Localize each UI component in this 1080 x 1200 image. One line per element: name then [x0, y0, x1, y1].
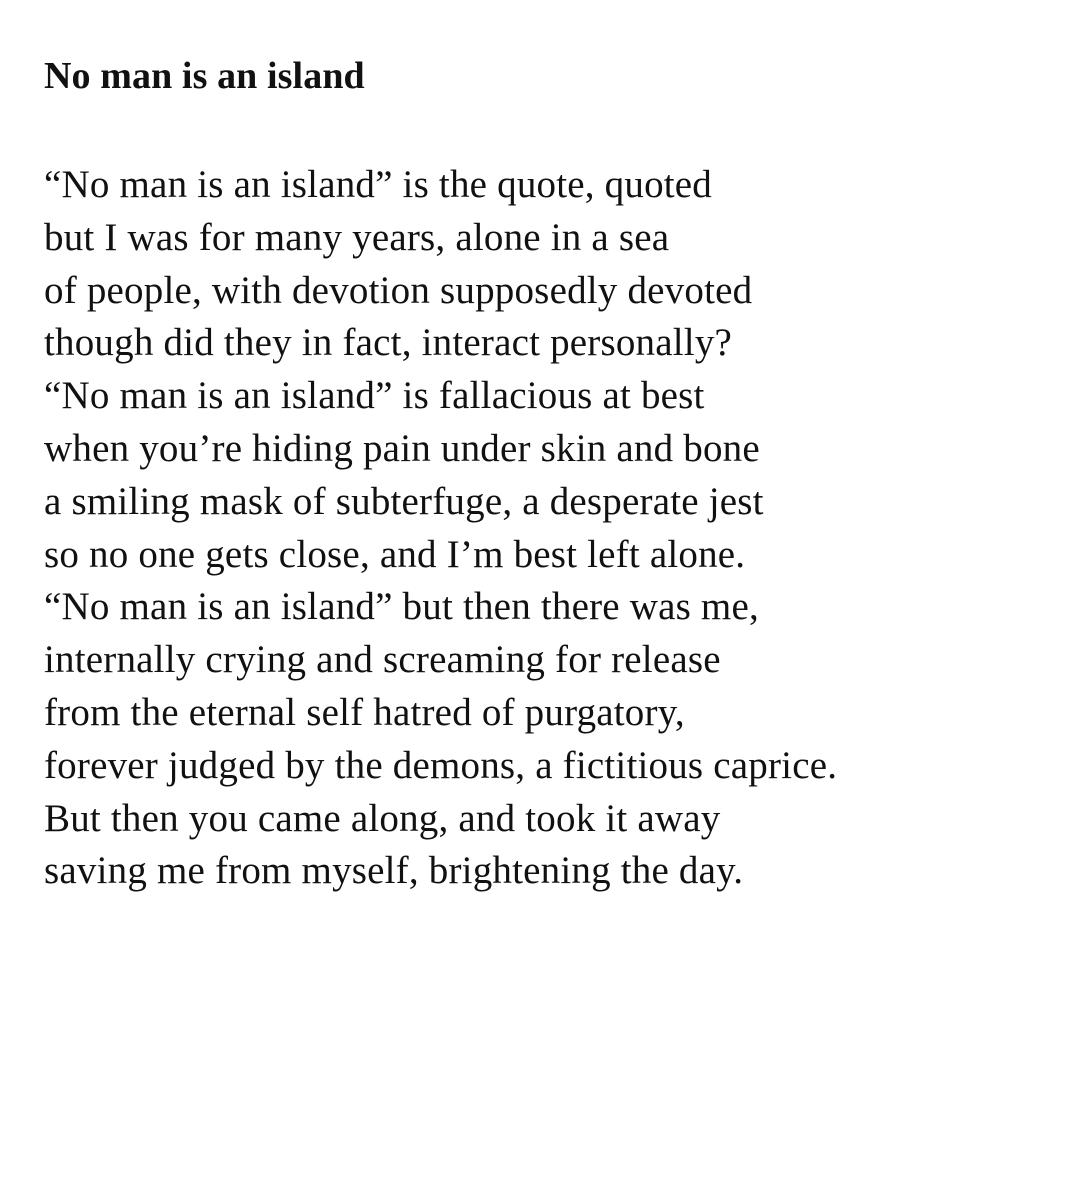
poem-title: No man is an island [44, 55, 365, 97]
poem-line: of people, with devotion supposedly devoted [44, 268, 753, 312]
poem-line: “No man is an island” but then there was me, [44, 585, 759, 629]
poem-line: But then you came along, and took it away [44, 796, 721, 840]
poem-line: internally crying and screaming for release [44, 638, 721, 682]
poem-line: “No man is an island” is the quote, quoted [44, 163, 713, 206]
poem-line: from the eternal self hatred of purgatory, [44, 690, 685, 734]
poem-line: but I was for many years, alone in a sea [44, 215, 670, 259]
poem-line: so no one gets close, and I’m best left alone. [44, 532, 746, 576]
poem-line: a smiling mask of subterfuge, a desperate jest [44, 479, 764, 523]
poem-line: when you’re hiding pain under skin and bone [44, 426, 760, 470]
poem-line: “No man is an island” is fallacious at best [44, 374, 705, 418]
poem-line: forever judged by the demons, a fictitious caprice. [44, 743, 838, 787]
poem-body [44, 159, 1054, 898]
poem-line: though did they in fact, interact personally? [44, 321, 733, 365]
poem-page [44, 52, 1054, 898]
poem-line: saving me from myself, brightening the day. [44, 849, 744, 893]
